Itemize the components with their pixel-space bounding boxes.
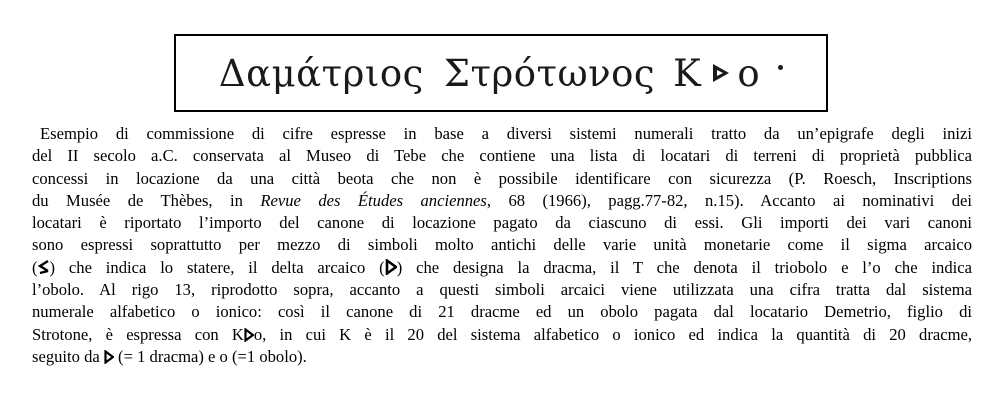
- caption-line: locatari è riportato l’importo del canone di locazione pagato da ciascuno di essi. Gli importi dei vari canoni: [32, 213, 972, 233]
- inscription-omicron: ο: [737, 51, 761, 95]
- caption-line: du Musée de Thèbes, in Revue des Études anciennes, 68 (1966), pagg.77-82, n.15). Accanto ai nominativi dei: [32, 190, 972, 210]
- caption-line: numerale alfabetico o ionico: così il canone di 21 dracme ed un obolo pagata dal locatario Demetrio, figlio di: [32, 302, 972, 322]
- caption-line: Strotone, è espressa con K o, in cui K è il 20 del sistema alfabetico o ionico ed indica la quantità di 20 dracme,: [32, 324, 973, 344]
- inscription-text: [219, 52, 783, 95]
- journal-title: Revue des Études anciennes: [260, 190, 487, 210]
- caption-line: seguito da (= 1 dracma) e o (=1 obolo).: [32, 346, 307, 366]
- caption-line: concessi in locazione da una città beota che non è possibile identificare con sicurezza (P. Roesch, Inscriptions: [32, 168, 972, 188]
- caption-line: sono espressi soprattutto per mezzo di simboli molto antichi delle varie unità monetarie come il sigma arcaico: [32, 235, 972, 255]
- caption-paragraph: [32, 123, 972, 368]
- archaic-delta-icon: [385, 259, 397, 275]
- archaic-delta-icon: [711, 62, 731, 84]
- inscription-word-damatrios: Δαμάτριος: [218, 51, 424, 95]
- caption-line: ( ) che indica lo statere, il delta arcaico ( ) che designa la dracma, il T che denota il triobolo e l’o che indica: [32, 257, 972, 277]
- caption-line: Esempio di commissione di cifre espresse in base a diversi sistemi numerali tratto da un’epigrafe degli inizi: [40, 124, 972, 143]
- inscription-dot: [778, 65, 783, 70]
- inscription-image: [174, 34, 828, 112]
- archaic-sigma-icon: [38, 259, 50, 275]
- caption-line: del II secolo a.C. conservata al Museo di Tebe che contiene una lista di locatari di terreni di proprietà pubblica: [32, 146, 972, 166]
- archaic-delta-icon: [244, 328, 254, 342]
- inscription-kappa: Κ: [673, 51, 702, 95]
- caption-line: l’obolo. Al rigo 13, riprodotto sopra, accanto a questi simboli arcaici viene utilizzata una cifra tratta dal sistema: [32, 280, 972, 300]
- inscription-word-strotonos: Στρότωνος: [443, 51, 656, 95]
- archaic-delta-icon: [104, 350, 114, 364]
